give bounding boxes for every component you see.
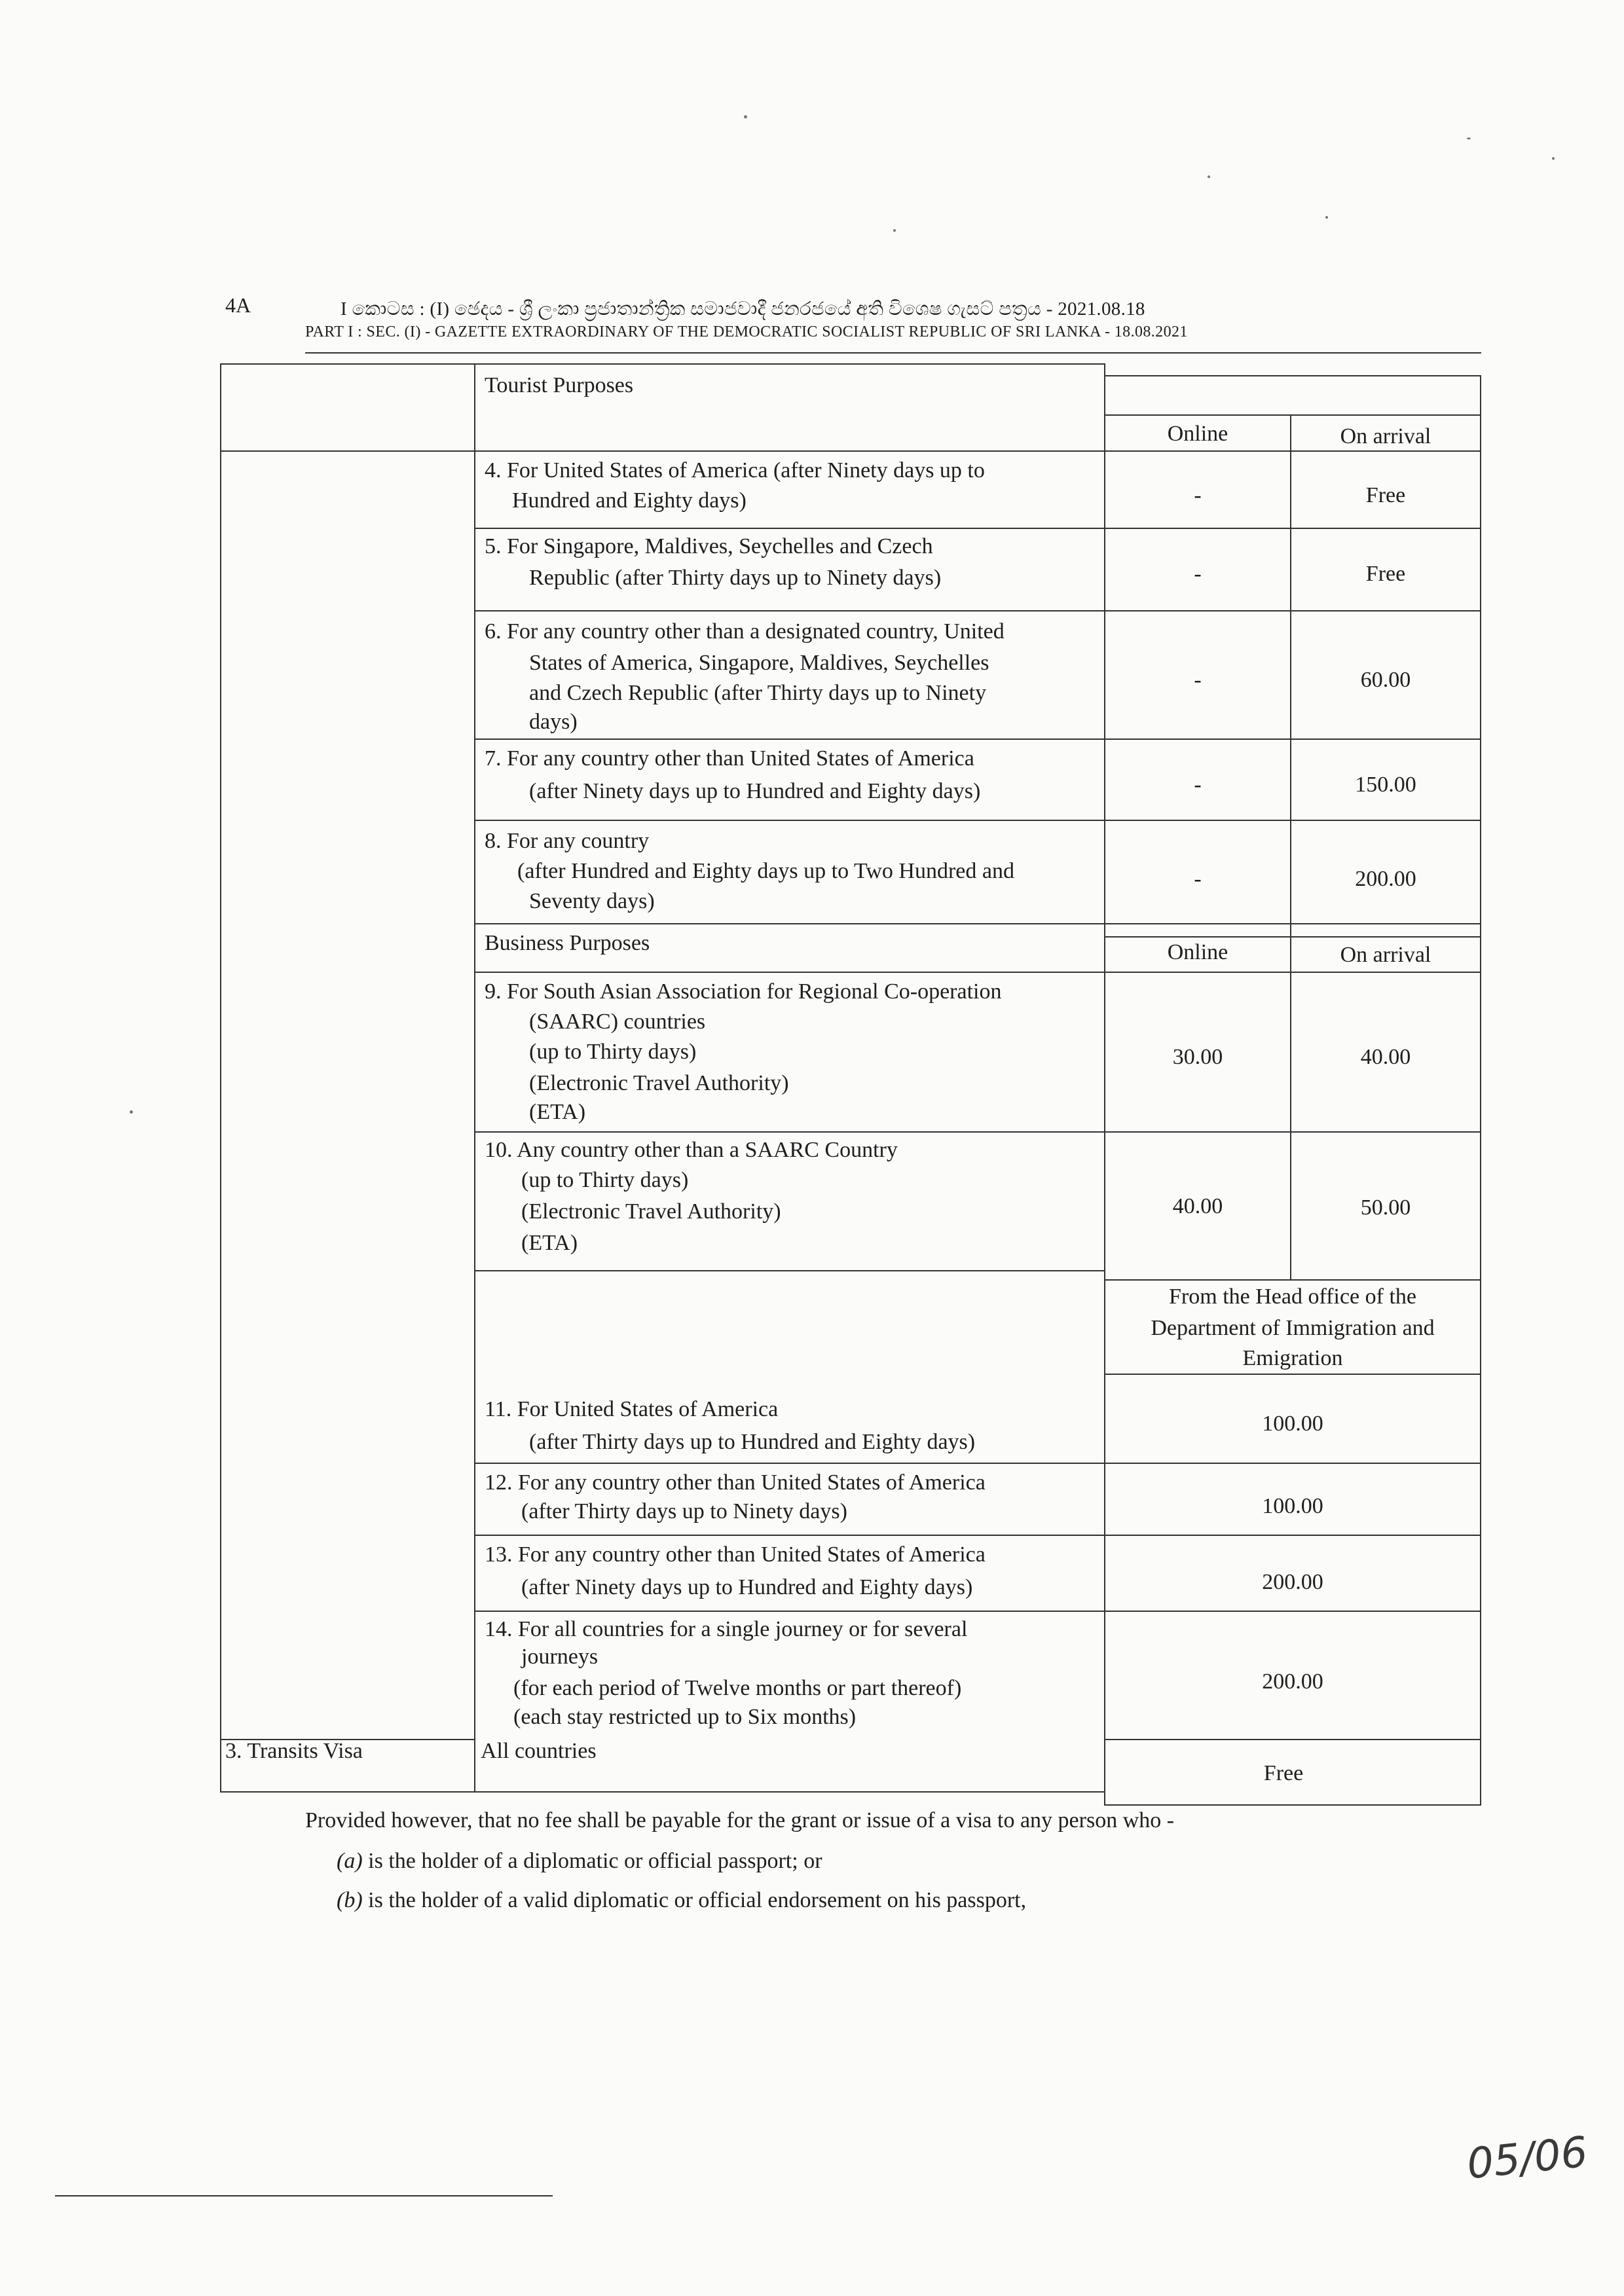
transit-fee: Free xyxy=(1263,1761,1304,1785)
row-6-line-1: 6. For any country other than a designated country, United xyxy=(485,619,1005,644)
footnote-rule xyxy=(55,2195,553,2196)
table-cell xyxy=(220,363,475,452)
row-9-line-4: (Electronic Travel Authority) xyxy=(529,1071,789,1095)
row-11-line-2: (after Thirty days up to Hundred and Eighty days) xyxy=(529,1430,976,1454)
row-6-line-3: and Czech Republic (after Thirty days up to Ninety xyxy=(529,681,987,705)
fee-subheader-rule xyxy=(1104,414,1481,416)
tourist-arrival-column-header: On arrival xyxy=(1340,424,1431,448)
row-separator xyxy=(1104,1739,1481,1740)
row-9-line-3: (up to Thirty days) xyxy=(529,1040,697,1064)
row-13-fee: 200.00 xyxy=(1262,1570,1323,1594)
row-5-line-1: 5. For Singapore, Maldives, Seychelles and Czech xyxy=(485,534,933,558)
head-office-heading-line-1: From the Head office of the xyxy=(1169,1285,1416,1309)
row-8-arrival-fee: 200.00 xyxy=(1355,867,1416,891)
row-11-fee: 100.00 xyxy=(1262,1412,1323,1436)
row-separator xyxy=(474,1611,1481,1612)
row-5-arrival-fee: Free xyxy=(1365,562,1406,586)
row-8-line-1: 8. For any country xyxy=(485,829,650,853)
tourist-online-column-header: Online xyxy=(1167,422,1228,446)
scan-speck xyxy=(1467,137,1471,139)
row-10-line-1: 10. Any country other than a SAARC Country xyxy=(485,1138,898,1162)
row-13-line-1: 13. For any country other than United States of America xyxy=(485,1542,986,1567)
row-separator xyxy=(474,1463,1481,1464)
row-9-line-5: (ETA) xyxy=(529,1100,586,1124)
row-separator xyxy=(1104,1374,1481,1375)
row-10-line-3: (Electronic Travel Authority) xyxy=(521,1199,781,1224)
header-divider xyxy=(305,352,1481,354)
row-7-arrival-fee: 150.00 xyxy=(1355,773,1416,797)
row-9-line-1: 9. For South Asian Association for Regional Co-operation xyxy=(485,979,1002,1004)
row-14-line-4: (each stay restricted up to Six months) xyxy=(513,1705,857,1729)
scan-speck xyxy=(744,115,747,118)
scan-speck xyxy=(893,229,896,232)
row-14-line-1: 14. For all countries for a single journey or for several xyxy=(485,1617,968,1641)
item-a-marker: (a) xyxy=(337,1849,363,1873)
fee-column-divider xyxy=(1290,414,1291,1281)
proviso-paragraph: Provided however, that no fee shall be payable for the grant or issue of a visa to any person who - xyxy=(305,1808,1175,1832)
row-14-line-3: (for each period of Twelve months or part thereof) xyxy=(513,1676,962,1700)
row-12-line-1: 12. For any country other than United States of America xyxy=(485,1470,986,1495)
row-4-arrival-fee: Free xyxy=(1365,483,1406,507)
page-number: 4A xyxy=(225,293,251,317)
row-separator xyxy=(474,1270,1105,1271)
row-separator xyxy=(474,1535,1481,1536)
proviso-item-a xyxy=(337,1846,822,1876)
row-9-online-fee: 30.00 xyxy=(1172,1045,1223,1069)
row-10-arrival-fee: 50.00 xyxy=(1360,1195,1411,1220)
row-9-line-2: (SAARC) countries xyxy=(529,1010,706,1034)
row-13-line-2: (after Ninety days up to Hundred and Eighty days) xyxy=(521,1575,973,1599)
row-separator xyxy=(474,1131,1481,1133)
row-separator xyxy=(474,738,1481,740)
row-6-online-fee: - xyxy=(1194,668,1202,692)
table-cell xyxy=(220,450,475,1740)
row-14-line-2: journeys xyxy=(521,1645,599,1669)
item-a-text: is the holder of a diplomatic or official passport; or xyxy=(368,1849,822,1873)
row-10-line-4: (ETA) xyxy=(521,1231,578,1255)
business-arrival-column-header: On arrival xyxy=(1340,943,1431,967)
scan-speck xyxy=(1552,157,1555,160)
row-separator xyxy=(474,972,1481,973)
item-b-marker: (b) xyxy=(337,1888,363,1912)
row-5-online-fee: - xyxy=(1194,562,1202,586)
row-separator xyxy=(474,610,1481,611)
row-separator xyxy=(474,923,1481,924)
row-12-fee: 100.00 xyxy=(1262,1494,1323,1518)
row-7-online-fee: - xyxy=(1194,773,1202,797)
tourist-purposes-heading: Tourist Purposes xyxy=(485,373,634,397)
row-4-online-fee: - xyxy=(1194,483,1202,507)
row-5-line-2: Republic (after Thirty days up to Ninety days) xyxy=(529,566,942,590)
row-7-line-1: 7. For any country other than United States of America xyxy=(485,746,974,771)
row-8-online-fee: - xyxy=(1194,867,1202,891)
row-12-line-2: (after Thirty days up to Ninety days) xyxy=(521,1499,847,1523)
row-7-line-2: (after Ninety days up to Hundred and Eighty days) xyxy=(529,779,981,803)
row-14-fee: 200.00 xyxy=(1262,1669,1323,1694)
business-purposes-heading: Business Purposes xyxy=(485,931,650,955)
gazette-title-english: PART I : SEC. (I) - GAZETTE EXTRAORDINARY OF THE DEMOCRATIC SOCIALIST REPUBLIC OF SRI LANKA - 18.08.2021 xyxy=(305,323,1188,340)
business-online-column-header: Online xyxy=(1167,940,1228,964)
row-10-line-2: (up to Thirty days) xyxy=(521,1168,689,1192)
row-4-line-1: 4. For United States of America (after Ninety days up to xyxy=(485,458,985,483)
head-office-heading-line-3: Emigration xyxy=(1242,1346,1343,1370)
row-8-line-3: Seventy days) xyxy=(529,889,655,913)
proviso-item-b xyxy=(337,1886,1026,1916)
row-separator xyxy=(474,528,1481,529)
transit-visa-label: 3. Transits Visa xyxy=(225,1739,363,1763)
row-8-line-2: (after Hundred and Eighty days up to Two Hundred and xyxy=(517,859,1014,883)
scan-speck xyxy=(1325,216,1328,219)
gazette-title-sinhala: I කොටස : (I) ඡෙදය - ශ්‍රී ලංකා ප්‍රජාතාන්ත්‍රික සමාජවාදී ජනරජයේ අති විශෙෂ ගැසට් පත්‍රය - 2021.08.18 xyxy=(341,299,1145,319)
row-11-line-1: 11. For United States of America xyxy=(485,1397,779,1421)
row-9-arrival-fee: 40.00 xyxy=(1360,1045,1411,1069)
row-6-arrival-fee: 60.00 xyxy=(1360,668,1411,692)
transit-description: All countries xyxy=(481,1739,597,1763)
row-6-line-2: States of America, Singapore, Maldives, Seychelles xyxy=(529,651,989,675)
row-4-line-2: Hundred and Eighty days) xyxy=(512,488,747,513)
scan-speck xyxy=(130,1110,133,1114)
item-b-text: is the holder of a valid diplomatic or official endorsement on his passport, xyxy=(368,1888,1027,1912)
row-separator xyxy=(474,820,1481,821)
scan-speck xyxy=(1208,175,1210,178)
row-10-online-fee: 40.00 xyxy=(1172,1194,1223,1218)
row-6-line-4: days) xyxy=(529,710,578,734)
head-office-heading-line-2: Department of Immigration and xyxy=(1151,1316,1435,1340)
handwritten-sheet-number: 05/06 xyxy=(1464,2128,1590,2189)
